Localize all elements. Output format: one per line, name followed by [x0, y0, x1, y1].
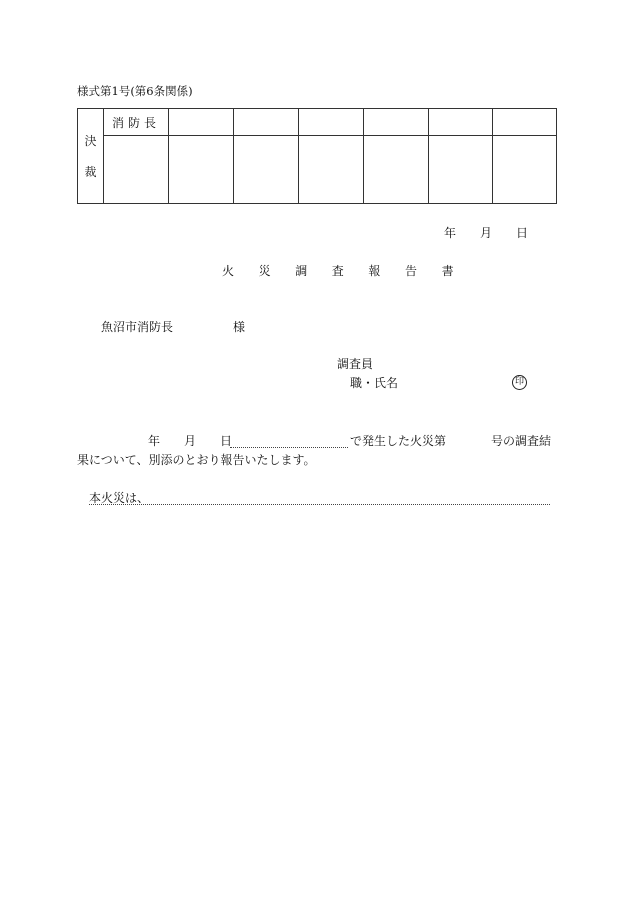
approval-stamp-cell: [493, 136, 557, 204]
approval-stamp-cell: [299, 136, 364, 204]
investigator-label: 調査員: [337, 357, 374, 371]
approval-header-chief: 消防長: [104, 109, 169, 136]
body-text-line2: 果について、別添のとおり報告いたします。: [77, 453, 316, 467]
approval-header-cell: [429, 109, 493, 136]
name-label: 職・氏名: [350, 376, 399, 390]
approval-stamp-cell: [169, 136, 234, 204]
form-number: 様式第1号(第6条関係): [77, 84, 193, 98]
approval-stamp-cell: [429, 136, 493, 204]
approval-header-cell: [234, 109, 299, 136]
approval-row-label: [78, 109, 104, 204]
report-date: 年 月 日: [444, 226, 529, 240]
summary-line: [89, 504, 550, 505]
approval-stamp-cell: [104, 136, 169, 204]
approval-table: [77, 108, 557, 204]
seal-mark: 印: [512, 375, 527, 390]
approval-label-char-1: 決: [84, 134, 97, 148]
approval-header-cell: [299, 109, 364, 136]
incident-location-line: [230, 447, 348, 448]
approval-header-cell: [493, 109, 557, 136]
summary-label: 本火災は、: [89, 491, 150, 505]
approval-label-char-2: 裁: [84, 165, 97, 179]
addressee: 魚沼市消防長 様: [101, 320, 246, 334]
approval-header-cell: [169, 109, 234, 136]
incident-date: 年 月 日: [148, 434, 233, 448]
body-text-mid: で発生した火災第: [350, 434, 447, 448]
approval-stamp-cell: [234, 136, 299, 204]
body-text-end: 号の調査結: [491, 434, 552, 448]
approval-header-cell: [364, 109, 429, 136]
document-title: 火 災 調 査 報 告 書: [222, 264, 454, 278]
approval-stamp-cell: [364, 136, 429, 204]
